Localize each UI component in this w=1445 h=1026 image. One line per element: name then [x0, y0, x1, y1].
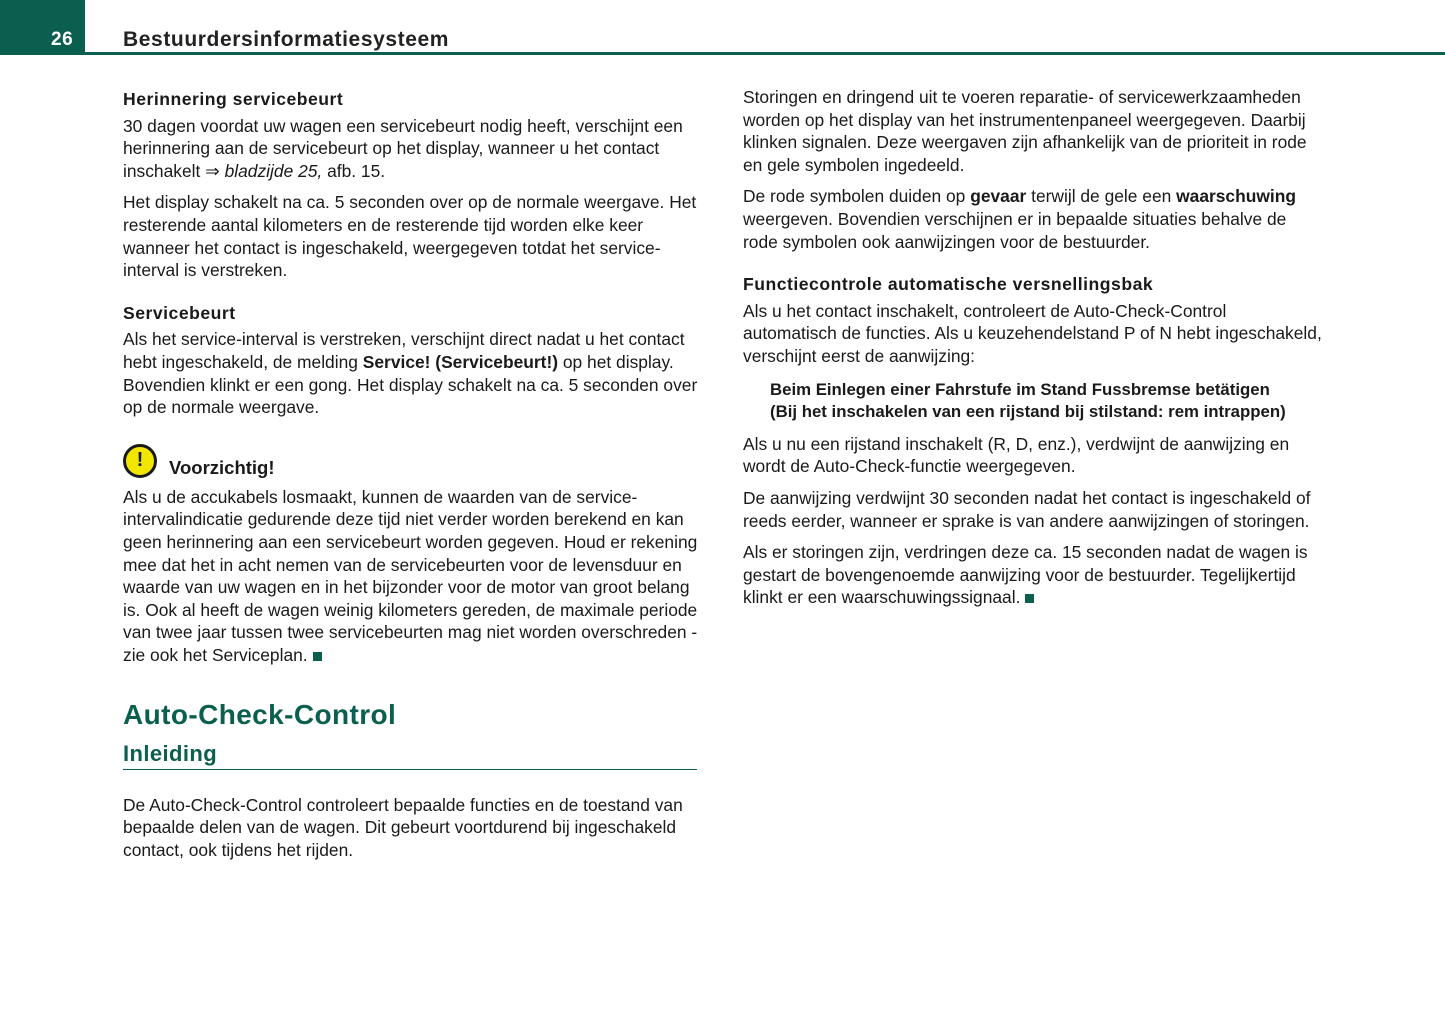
- notice-line-german: Beim Einlegen einer Fahrstufe im Stand Fussbremse betätigen: [770, 379, 1270, 399]
- display-message: Service! (Servicebeurt!): [362, 351, 559, 372]
- notice-line-dutch: (Bij het inschakelen van een rijstand bij stilstand: rem intrappen): [770, 402, 1286, 422]
- caution-box: [123, 444, 698, 667]
- page-reference-link[interactable]: bladzijde 25,: [224, 160, 323, 181]
- paragraph: Als u het contact inschakelt, controleert de Auto-Check-Control automatisch de functies. Als u keuzehendelstand P of N hebt ingeschakeld, verschijnt eerst de aanwijzing:: [743, 300, 1322, 366]
- end-of-section-icon: [313, 652, 322, 661]
- section-heading-transmission-check: Functiecontrole automatische versnellingsbak: [743, 274, 1154, 295]
- paragraph: De aanwijzing verdwijnt 30 seconden nadat het contact is ingeschakeld of reeds eerder, wanneer er sprake is van andere aanwijzingen of storingen.: [743, 487, 1311, 531]
- display-notice: [743, 379, 1323, 424]
- right-column: [743, 86, 1323, 618]
- paragraph: 30 dagen voordat uw wagen een servicebeurt nodig heeft, verschijnt een herinnering aan de servicebeurt op het display, wanneer u het contact inschakelt ⇒ bladzijde 25, afb. 15.: [123, 115, 683, 181]
- paragraph: De rode symbolen duiden op gevaar terwijl de gele een waarschuwing weergeven. Bovendien verschijnen er in bepaalde situaties behalve de rode symbolen ook aanwijzingen voor de bestuurder.: [743, 186, 1296, 252]
- left-column: [123, 86, 698, 870]
- arrow-ref-icon: ⇒: [205, 160, 220, 181]
- subsection-header: [123, 743, 697, 770]
- paragraph: Als u nu een rijstand inschakelt (R, D, enz.), verdwijnt de aanwijzing en wordt de Auto-Check-functie weergegeven.: [743, 433, 1290, 477]
- end-of-section-icon: [1025, 594, 1034, 603]
- paragraph: De Auto-Check-Control controleert bepaalde functies en de toestand van bepaalde delen van de wagen. Dit gebeurt voortdurend bij ingeschakeld contact, ook tijdens het rijden.: [123, 794, 683, 860]
- caution-text: Als u de accukabels losmaakt, kunnen de waarden van de service-intervalindicatie gedurende deze tijd niet verder worden berekend en kan geen herinnering aan een servicebeurt worden gegeven. Houd er rekening mee dat het in acht nemen van de servicebeurten voor de levensduur en waarde van uw wagen en in het bijzonder voor de motor van groot belang is. Ook al heeft de wagen weinig kilometers gereden, de maximale periode van twee jaar tussen twee servicebeurten mag niet worden overschreden - zie ook het Serviceplan.: [123, 486, 698, 665]
- paragraph: Het display schakelt na ca. 5 seconden over op de normale weergave. Het resterende aantal kilometers en de resterende tijd worden elke keer wanneer het contact is ingeschakeld, weergegeven totdat het service-interval is verstreken.: [123, 192, 697, 281]
- caution-icon: !: [123, 444, 157, 478]
- section-heading-service-reminder: Herinnering servicebeurt: [123, 89, 344, 109]
- paragraph: Storingen en dringend uit te voeren reparatie- of servicewerkzaamheden worden op het display van het instrumentenpaneel weergegeven. Daarbij klinken signalen. Deze weergaven zijn afhankelijk van de prioriteit in rode en gele symbolen ingedeeld.: [743, 87, 1307, 175]
- subsection-title: Inleiding: [123, 741, 218, 767]
- chapter-title: Auto-Check-Control: [123, 699, 397, 731]
- page-title: Bestuurdersinformatiesysteem: [123, 28, 450, 51]
- paragraph: Als er storingen zijn, verdringen deze ca. 15 seconden nadat de wagen is gestart de bovengenoemde aanwijzing voor de bestuurder. Tegelijkertijd klinkt er een waarschuwingssignaal.: [743, 542, 1308, 608]
- paragraph: Als het service-interval is verstreken, verschijnt direct nadat u het contact hebt ingeschakeld, de melding Service! (Servicebeurt!) op het display. Bovendien klinkt er een gong. Het display schakelt na ca. 5 seconden over op de normale weergave.: [123, 329, 698, 418]
- page-number: 26: [0, 0, 85, 55]
- section-heading-service: Servicebeurt: [123, 302, 236, 323]
- header-rule: [85, 52, 1445, 55]
- caution-title: Voorzichtig!: [169, 457, 275, 479]
